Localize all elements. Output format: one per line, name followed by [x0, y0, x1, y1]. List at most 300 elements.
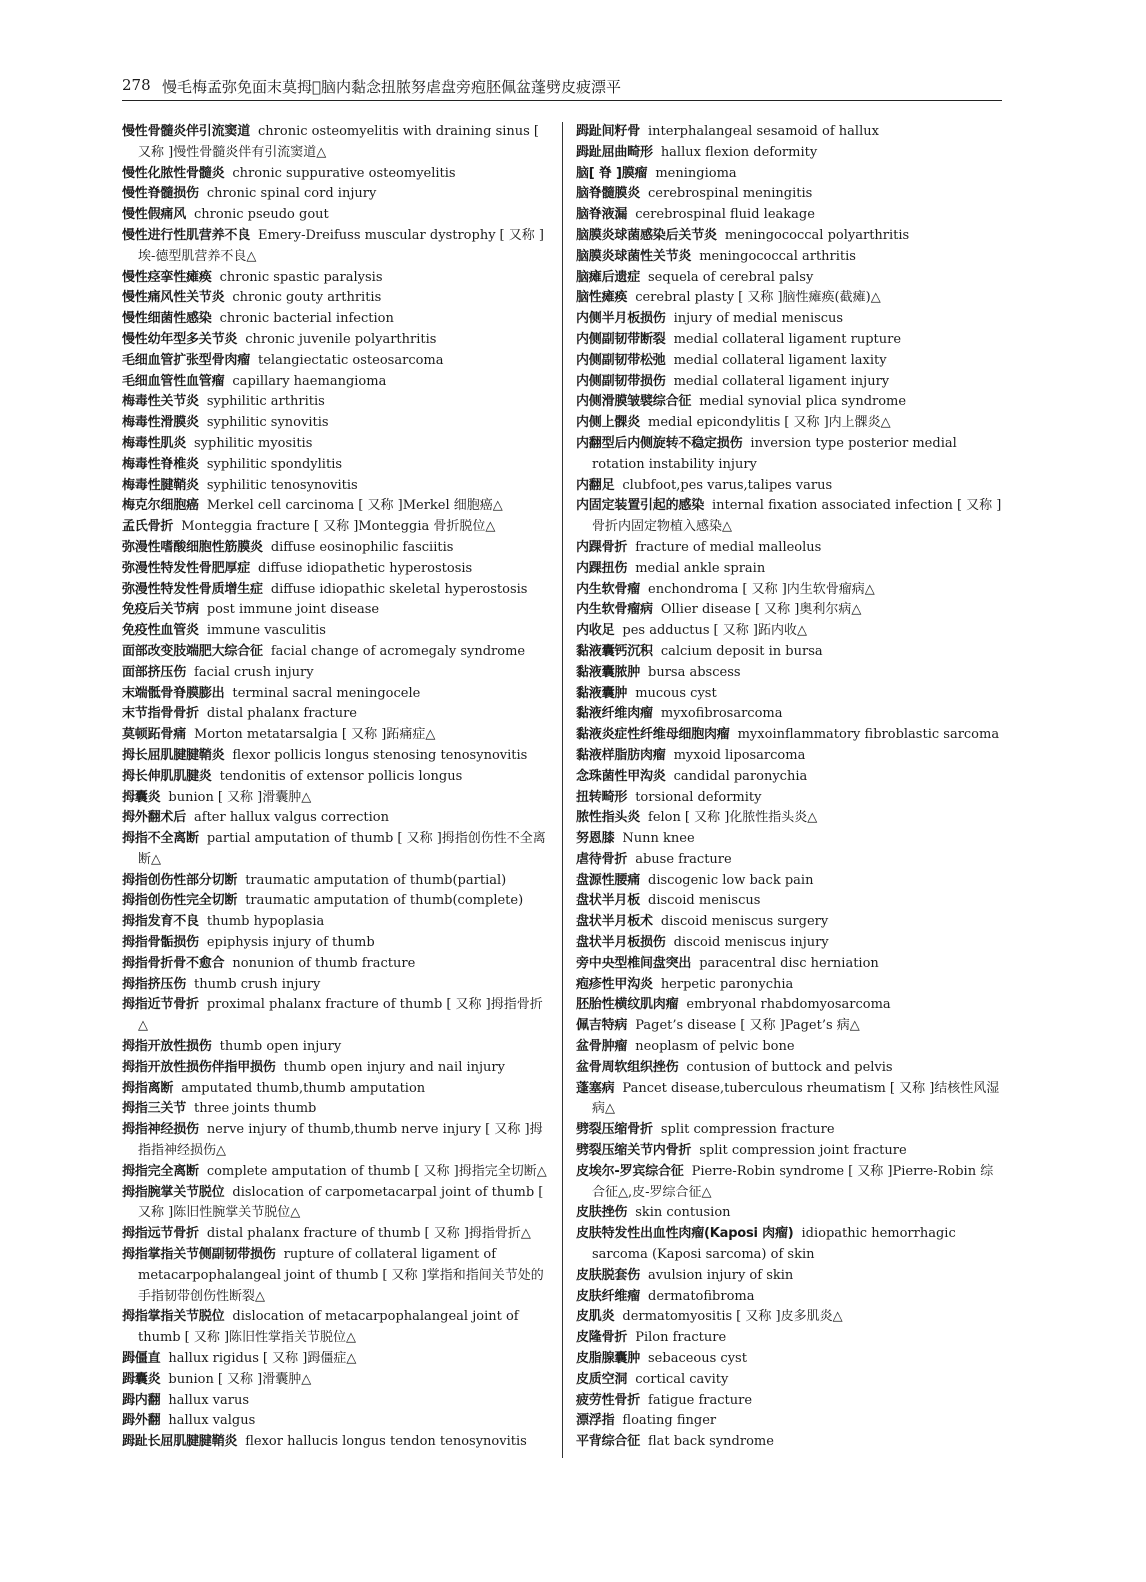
- entry-term: 黏液样脂肪肉瘤: [576, 747, 666, 763]
- entry-term: 梅毒性腱鞘炎: [122, 477, 199, 493]
- entry-english: chronic pseudo gout: [194, 207, 329, 223]
- dictionary-entry: [576, 247, 1002, 268]
- dictionary-entry: [122, 1411, 550, 1432]
- entry-term: 内固定装置引起的感染: [576, 498, 705, 514]
- entry-synonym: [ 又称 ]滑囊肿△: [217, 1371, 312, 1387]
- entry-english: herpetic paronychia: [660, 976, 794, 992]
- dictionary-entry: [576, 1058, 1002, 1079]
- entry-term: 内翻足: [576, 477, 615, 493]
- dictionary-entry: [576, 850, 1002, 871]
- dictionary-entry: [122, 1099, 550, 1120]
- entry-english: contusion of buttock and pelvis: [686, 1059, 893, 1075]
- entry-term: 免疫后关节病: [122, 602, 199, 618]
- entry-english: syphilitic tenosynovitis: [206, 477, 358, 493]
- entry-term: 拇指离断: [122, 1080, 174, 1096]
- entry-english: dermatofibroma: [648, 1288, 755, 1304]
- entry-english: thumb open injury and nail injury: [283, 1059, 505, 1075]
- entry-term: 莫顿跖骨痛: [122, 727, 187, 743]
- entry-term: 黏液囊钙沉积: [576, 643, 653, 659]
- entry-english: candidal paronychia: [673, 768, 808, 784]
- dictionary-entry: [122, 600, 550, 621]
- entry-english: syphilitic synovitis: [206, 415, 329, 431]
- dictionary-entry: [576, 995, 1002, 1016]
- entry-synonym: [ 又称 ]Merkel 细胞癌△: [358, 498, 503, 514]
- dictionary-entry: [122, 933, 550, 954]
- entry-english: capillary haemangioma: [232, 373, 387, 389]
- entry-term: 脑脊液漏: [576, 207, 628, 223]
- entry-english: Monteggia fracture: [181, 519, 310, 535]
- dictionary-entry: [122, 496, 550, 517]
- entry-english: paracentral disc herniation: [699, 955, 879, 971]
- entry-synonym: [ 又称 ]骨折内固定物植入感染△: [592, 498, 1002, 535]
- dictionary-entry: [576, 143, 1002, 164]
- dictionary-entry: [576, 392, 1002, 413]
- entry-english: sebaceous cyst: [648, 1351, 747, 1367]
- entry-term: 孟氏骨折: [122, 519, 174, 535]
- entry-term: 劈裂压缩骨折: [576, 1122, 653, 1138]
- dictionary-entry: [122, 538, 550, 559]
- entry-english: meningococcal polyarthritis: [724, 227, 910, 243]
- entry-term: 内侧副韧带松弛: [576, 352, 666, 368]
- entry-term: 内生软骨瘤病: [576, 602, 653, 618]
- entry-synonym: [ 又称 ]掌指和指间关节处的手指韧带创伤性断裂△: [138, 1267, 544, 1304]
- entry-english: telangiectatic osteosarcoma: [258, 352, 444, 368]
- dictionary-entry: [576, 372, 1002, 393]
- entry-term: 脑瘫后遗症: [576, 269, 641, 285]
- dictionary-entry: [576, 309, 1002, 330]
- running-header: [122, 74, 1002, 101]
- entry-english: internal fixation associated infection: [712, 498, 953, 514]
- entry-term: 盘状半月板术: [576, 914, 653, 930]
- entry-english: syphilitic spondylitis: [206, 456, 343, 472]
- entry-term: 疱疹性甲沟炎: [576, 976, 653, 992]
- dictionary-entry: [122, 559, 550, 580]
- entry-english: chronic suppurative osteomyelitis: [232, 165, 456, 181]
- dictionary-entry: [122, 1120, 550, 1162]
- entry-synonym: [ 又称 ]拇指骨折△: [138, 997, 543, 1034]
- entry-synonym: [ 又称 ]内生软骨瘤病△: [742, 581, 875, 597]
- entry-english: diffuse idiopathetic hyperostosis: [258, 560, 473, 576]
- entry-english: Paget’s disease: [635, 1018, 737, 1034]
- dictionary-entry: [122, 891, 550, 912]
- entry-english: enchondroma: [648, 581, 739, 597]
- dictionary-entry: [122, 288, 550, 309]
- dictionary-entry: [576, 122, 1002, 143]
- entry-term: 慢性化脓性骨髓炎: [122, 165, 225, 181]
- entry-english: chronic osteomyelitis with draining sinus: [258, 124, 530, 139]
- entry-english: Ollier disease: [660, 602, 751, 618]
- entry-english: Pilon fracture: [635, 1330, 727, 1346]
- entry-term: 佩吉特病: [576, 1018, 628, 1034]
- entry-term: 拇长伸肌肌腱炎: [122, 768, 212, 784]
- entry-term: 慢性假痛风: [122, 207, 187, 223]
- entry-synonym: [ 又称 ]跖内收△: [713, 623, 807, 639]
- entry-term: 𧿹趾屈曲畸形: [576, 144, 653, 160]
- header-title: 慢毛梅孟弥免面末莫拇𫫵脑内黏念扭脓努虐盘旁疱胚佩盆蓬劈皮疲漂平: [162, 78, 622, 96]
- entry-english: diffuse eosinophilic fasciitis: [270, 539, 454, 555]
- entry-term: 梅毒性滑膜炎: [122, 415, 199, 431]
- entry-term: 虐待骨折: [576, 851, 628, 867]
- entry-english: idiopathic hemorrhagic sarcoma (Kaposi sarcoma) of skin: [592, 1226, 956, 1263]
- entry-english: clubfoot,pes varus,talipes varus: [622, 477, 833, 493]
- dictionary-entry: [576, 538, 1002, 559]
- entry-synonym: [ 又称 ]内上髁炎△: [784, 415, 891, 431]
- dictionary-entry: [122, 372, 550, 393]
- entry-term: 弥漫性嗜酸细胞性筋膜炎: [122, 539, 263, 555]
- dictionary-entry: [576, 413, 1002, 434]
- dictionary-entry: [122, 309, 550, 330]
- entry-english: thumb hypoplasia: [206, 914, 325, 930]
- entry-english: epiphysis injury of thumb: [206, 935, 375, 951]
- entry-term: 皮肤特发性出血性肉瘤(Kaposi 肉瘤): [576, 1226, 794, 1242]
- dictionary-entry: [576, 642, 1002, 663]
- entry-english: traumatic amputation of thumb(complete): [245, 893, 524, 909]
- dictionary-entry: [122, 434, 550, 455]
- entry-term: 末节指骨骨折: [122, 706, 199, 722]
- entry-synonym: [ 又称 ]皮多肌炎△: [736, 1309, 843, 1325]
- dictionary-entry: [576, 975, 1002, 996]
- entry-synonym: [ 又称 ]脑性瘫痪(截瘫)△: [738, 290, 881, 306]
- dictionary-entry: [576, 933, 1002, 954]
- entry-term: 慢性痉挛性瘫痪: [122, 269, 212, 285]
- entry-term: 拇指完全离断: [122, 1163, 199, 1179]
- entry-english: flat back syndrome: [648, 1434, 774, 1450]
- entry-english: facial crush injury: [194, 664, 314, 680]
- dictionary-entry: [122, 580, 550, 601]
- dictionary-entry: [122, 725, 550, 746]
- entry-term: 盘源性腰痛: [576, 872, 641, 888]
- dictionary-entry: [576, 476, 1002, 497]
- entry-term: 皮隆骨折: [576, 1330, 628, 1346]
- entry-term: 内侧半月板损伤: [576, 311, 666, 327]
- entry-synonym: [ 又称 ]Pierre-Robin 综合征△,皮-罗综合征△: [592, 1163, 994, 1200]
- entry-english: Nunn knee: [622, 831, 695, 847]
- entry-synonym: [ 又称 ]Monteggia 骨折脱位△: [313, 519, 496, 535]
- entry-term: 毛细血管扩张型骨肉瘤: [122, 352, 251, 368]
- entry-synonym: [ 又称 ]慢性骨髓炎伴有引流窦道△: [138, 124, 539, 160]
- entry-english: dislocation of metacarpophalangeal joint of thumb: [138, 1309, 519, 1346]
- dictionary-entry: [576, 496, 1002, 538]
- entry-synonym: [ 又称 ]陈旧性掌指关节脱位△: [184, 1330, 357, 1346]
- dictionary-entry: [122, 1183, 550, 1225]
- entry-english: inversion type posterior medial rotation instability injury: [592, 435, 957, 472]
- entry-english: cerebral plasty: [635, 290, 735, 306]
- dictionary-entry: [576, 226, 1002, 247]
- dictionary-entry: [122, 205, 550, 226]
- dictionary-entry: [576, 1432, 1002, 1453]
- entry-term: 拇指挤压伤: [122, 976, 187, 992]
- entry-term: 毛细血管性血管瘤: [122, 373, 225, 389]
- dictionary-entry: [576, 1037, 1002, 1058]
- entry-term: 慢性细菌性感染: [122, 311, 212, 327]
- entry-term: 脓性指头炎: [576, 810, 641, 826]
- entry-term: 努恩膝: [576, 831, 615, 847]
- dictionary-entry: [122, 1162, 550, 1183]
- dictionary-entry: [122, 704, 550, 725]
- entry-english: medial ankle sprain: [635, 560, 766, 576]
- entry-english: hallux rigidus: [168, 1351, 259, 1367]
- entry-english: chronic spastic paralysis: [219, 269, 383, 285]
- entry-term: 拇指掌指关节侧副韧带损伤: [122, 1247, 276, 1263]
- entry-term: 𧿹趾长屈肌腱腱鞘炎: [122, 1434, 238, 1450]
- entry-term: 内翻型后内侧旋转不稳定损伤: [576, 435, 743, 451]
- entry-term: 盆骨周软组织挫伤: [576, 1059, 679, 1075]
- dictionary-entry: [576, 871, 1002, 892]
- dictionary-entry: [122, 746, 550, 767]
- entry-term: 拇指三关节: [122, 1101, 187, 1117]
- entry-english: hallux varus: [168, 1392, 250, 1408]
- entry-term: 拇指神经损伤: [122, 1122, 199, 1138]
- entry-term: 脑[ 脊 ]膜瘤: [576, 165, 648, 181]
- entry-term: 内踝扭伤: [576, 560, 628, 576]
- entry-term: 拇指开放性损伤伴指甲损伤: [122, 1059, 276, 1075]
- entry-english: cerebrospinal fluid leakage: [635, 207, 815, 223]
- entry-english: hallux valgus: [168, 1413, 256, 1429]
- entry-english: medial synovial plica syndrome: [699, 394, 907, 410]
- entry-english: meningococcal arthritis: [699, 248, 856, 264]
- entry-english: bunion: [168, 1371, 214, 1387]
- entry-english: immune vasculitis: [206, 623, 326, 639]
- entry-english: fatigue fracture: [648, 1392, 753, 1408]
- dictionary-entry: [576, 559, 1002, 580]
- entry-term: 拇长屈肌腱腱鞘炎: [122, 747, 225, 763]
- dictionary-entry: [576, 767, 1002, 788]
- dictionary-entry: [122, 1245, 550, 1307]
- entry-english: chronic juvenile polyarthritis: [245, 331, 437, 347]
- dictionary-entry: [576, 1016, 1002, 1037]
- entry-english: interphalangeal sesamoid of hallux: [648, 124, 879, 139]
- entry-english: thumb open injury: [219, 1039, 342, 1055]
- dictionary-entry: [576, 1079, 1002, 1121]
- entry-term: 盘状半月板: [576, 893, 641, 909]
- entry-term: 内生软骨瘤: [576, 581, 641, 597]
- entry-term: 疲劳性骨折: [576, 1392, 641, 1408]
- entry-english: discogenic low back pain: [648, 872, 814, 888]
- entry-term: 皮脂腺囊肿: [576, 1351, 641, 1367]
- dictionary-entry: [576, 1411, 1002, 1432]
- dictionary-entry: [122, 476, 550, 497]
- entry-english: syphilitic arthritis: [206, 394, 325, 410]
- entry-term: 拇指创伤性完全切断: [122, 893, 238, 909]
- dictionary-entry: [122, 871, 550, 892]
- entry-term: 脑膜炎球菌感染后关节炎: [576, 227, 717, 243]
- entry-term: 拇外翻术后: [122, 810, 187, 826]
- entry-english: pes adductus: [622, 623, 710, 639]
- entry-term: 梅毒性肌炎: [122, 435, 187, 451]
- entry-english: post immune joint disease: [206, 602, 380, 618]
- entry-english: injury of medial meniscus: [673, 311, 844, 327]
- entry-term: 扭转畸形: [576, 789, 628, 805]
- entry-term: 脑脊髓膜炎: [576, 186, 641, 202]
- dictionary-entry: [122, 1079, 550, 1100]
- entry-term: 黏液纤维肉瘤: [576, 706, 653, 722]
- entry-term: 拇指发育不良: [122, 914, 199, 930]
- dictionary-entry: [576, 580, 1002, 601]
- entry-term: 拇指远节骨折: [122, 1226, 199, 1242]
- entry-english: cerebrospinal meningitis: [648, 186, 813, 202]
- dictionary-entry: [122, 413, 550, 434]
- dictionary-entry: [576, 164, 1002, 185]
- entry-english: felon: [648, 810, 681, 826]
- entry-term: 漂浮指: [576, 1413, 615, 1429]
- entry-term: 皮肤挫伤: [576, 1205, 628, 1221]
- entry-english: chronic bacterial infection: [219, 311, 394, 327]
- entry-english: torsional deformity: [635, 789, 762, 805]
- entry-term: 内侧副韧带损伤: [576, 373, 666, 389]
- entry-english: skin contusion: [635, 1205, 731, 1221]
- dictionary-entry: [576, 684, 1002, 705]
- entry-term: 慢性脊髓损伤: [122, 186, 199, 202]
- entry-english: medial collateral ligament injury: [673, 373, 890, 389]
- entry-english: sequela of cerebral palsy: [648, 269, 814, 285]
- dictionary-entry: [122, 1391, 550, 1412]
- dictionary-entry: [576, 704, 1002, 725]
- entry-english: discoid meniscus: [648, 893, 761, 909]
- entry-synonym: [ 又称 ]结核性风湿病△: [592, 1080, 1000, 1117]
- entry-english: Merkel cell carcinoma: [206, 498, 355, 514]
- dictionary-entry: [576, 954, 1002, 975]
- entry-term: 拇指不全离断: [122, 831, 199, 847]
- dictionary-entry: [576, 621, 1002, 642]
- dictionary-entry: [122, 788, 550, 809]
- dictionary-entry: [122, 1370, 550, 1391]
- page-number: 278: [122, 76, 151, 94]
- entry-synonym: [ 又称 ]奥利尔病△: [754, 602, 862, 618]
- entry-term: 慢性骨髓炎伴引流窦道: [122, 124, 251, 139]
- entry-term: 盘状半月板损伤: [576, 935, 666, 951]
- dictionary-entry: [576, 746, 1002, 767]
- entry-english: discoid meniscus injury: [673, 935, 829, 951]
- dictionary-entry: [576, 1141, 1002, 1162]
- entry-term: 盆骨肿瘤: [576, 1039, 628, 1055]
- entry-english: amputated thumb,thumb amputation: [181, 1080, 426, 1096]
- dictionary-entry: [122, 517, 550, 538]
- dictionary-entry: [122, 184, 550, 205]
- entry-english: Emery-Dreifuss muscular dystrophy: [258, 227, 496, 243]
- entry-term: 内侧副韧带断裂: [576, 331, 666, 347]
- entry-term: 拇指近节骨折: [122, 997, 199, 1013]
- entry-synonym: [ 又称 ]拇指指神经损伤△: [138, 1122, 543, 1159]
- entry-term: 梅克尔细胞癌: [122, 498, 199, 514]
- dictionary-entry: [122, 663, 550, 684]
- entry-term: 内收足: [576, 623, 615, 639]
- entry-term: 黏液炎症性纤维母细胞肉瘤: [576, 727, 730, 743]
- entry-term: 劈裂压缩关节内骨折: [576, 1143, 692, 1159]
- entry-term: 皮质空洞: [576, 1371, 628, 1387]
- dictionary-entry: [122, 829, 550, 871]
- entry-term: 梅毒性脊椎炎: [122, 456, 199, 472]
- entry-english: flexor hallucis longus tendon tenosynovitis: [245, 1434, 527, 1450]
- entry-synonym: [ 又称 ]𧿹僵症△: [262, 1351, 357, 1367]
- entry-english: traumatic amputation of thumb(partial): [245, 872, 507, 888]
- entry-term: 弥漫性特发性骨质增生症: [122, 581, 263, 597]
- entry-synonym: [ 又称 ]拇指完全切断△: [414, 1163, 547, 1179]
- entry-term: 慢性痛风性关节炎: [122, 290, 225, 306]
- entry-english: nerve injury of thumb,thumb nerve injury: [206, 1122, 482, 1138]
- entry-term: 皮肤纤维瘤: [576, 1288, 641, 1304]
- entry-term: 拇指开放性损伤: [122, 1039, 212, 1055]
- entry-term: 内侧滑膜皱襞综合征: [576, 394, 692, 410]
- entry-english: diffuse idiopathic skeletal hyperostosis: [270, 581, 528, 597]
- entry-term: 𧿹外翻: [122, 1413, 161, 1429]
- entry-english: medial collateral ligament laxity: [673, 352, 887, 368]
- dictionary-entry: [122, 642, 550, 663]
- entry-term: 面部挤压伤: [122, 664, 187, 680]
- dictionary-entry: [122, 268, 550, 289]
- entry-term: 脑膜炎球菌性关节炎: [576, 248, 692, 264]
- entry-english: distal phalanx fracture of thumb: [206, 1226, 421, 1242]
- entry-english: Pancet disease,tuberculous rheumatism: [622, 1080, 886, 1096]
- entry-english: split compression joint fracture: [699, 1143, 907, 1159]
- dictionary-entry: [122, 1432, 550, 1453]
- entry-term: 𧿹囊炎: [122, 1371, 161, 1387]
- entry-english: rupture of collateral ligament of metacarpophalangeal joint of thumb: [138, 1247, 497, 1283]
- dictionary-entry: [576, 205, 1002, 226]
- entry-synonym: [ 又称 ]Paget’s 病△: [740, 1018, 860, 1034]
- dictionary-entry: [122, 995, 550, 1037]
- entry-term: 𧿹趾间籽骨: [576, 124, 641, 139]
- dictionary-entry: [122, 351, 550, 372]
- dictionary-entry: [122, 164, 550, 185]
- dictionary-entry: [122, 1058, 550, 1079]
- entry-term: 皮肤脱套伤: [576, 1267, 641, 1283]
- dictionary-entry: [576, 912, 1002, 933]
- dictionary-entry: [122, 392, 550, 413]
- dictionary-entry: [576, 1224, 1002, 1266]
- dictionary-entry: [576, 184, 1002, 205]
- dictionary-entry: [122, 912, 550, 933]
- dictionary-entry: [122, 226, 550, 268]
- right-column: [576, 122, 1002, 1453]
- entry-synonym: [ 又称 ]陈旧性腕掌关节脱位△: [138, 1184, 544, 1221]
- entry-term: 𧿹僵直: [122, 1351, 161, 1367]
- entry-english: dislocation of carpometacarpal joint of thumb: [232, 1184, 535, 1200]
- dictionary-entry: [576, 1203, 1002, 1224]
- dictionary-entry: [576, 1266, 1002, 1287]
- dictionary-entry: [122, 1307, 550, 1349]
- dictionary-entry: [576, 351, 1002, 372]
- dictionary-entry: [122, 975, 550, 996]
- entry-english: nonunion of thumb fracture: [232, 955, 416, 971]
- entry-english: after hallux valgus correction: [194, 810, 389, 826]
- entry-english: chronic gouty arthritis: [232, 290, 382, 306]
- dictionary-entry: [122, 684, 550, 705]
- entry-english: tendonitis of extensor pollicis longus: [219, 768, 463, 784]
- dictionary-entry: [576, 1120, 1002, 1141]
- entry-term: 拇指创伤性部分切断: [122, 872, 238, 888]
- entry-term: 拇指骨骺损伤: [122, 935, 199, 951]
- entry-term: 脑性瘫痪: [576, 290, 628, 306]
- entry-term: 旁中央型椎间盘突出: [576, 955, 692, 971]
- dictionary-entry: [122, 767, 550, 788]
- entry-term: 黏液囊脓肿: [576, 664, 641, 680]
- entry-english: mucous cyst: [635, 685, 717, 701]
- entry-term: 拇指骨折骨不愈合: [122, 955, 225, 971]
- dictionary-entry: [122, 455, 550, 476]
- dictionary-entry: [122, 1349, 550, 1370]
- entry-synonym: [ 又称 ]滑囊肿△: [217, 789, 312, 805]
- entry-term: 内踝骨折: [576, 539, 628, 555]
- entry-english: bursa abscess: [648, 664, 741, 680]
- dictionary-entry: [122, 621, 550, 642]
- dictionary-entry: [122, 954, 550, 975]
- entry-term: 弥漫性特发性骨肥厚症: [122, 560, 251, 576]
- entry-english: terminal sacral meningocele: [232, 685, 421, 701]
- dictionary-entry: [576, 600, 1002, 621]
- entry-term: 念珠菌性甲沟炎: [576, 768, 666, 784]
- dictionary-entry: [576, 268, 1002, 289]
- dictionary-entry: [122, 122, 550, 164]
